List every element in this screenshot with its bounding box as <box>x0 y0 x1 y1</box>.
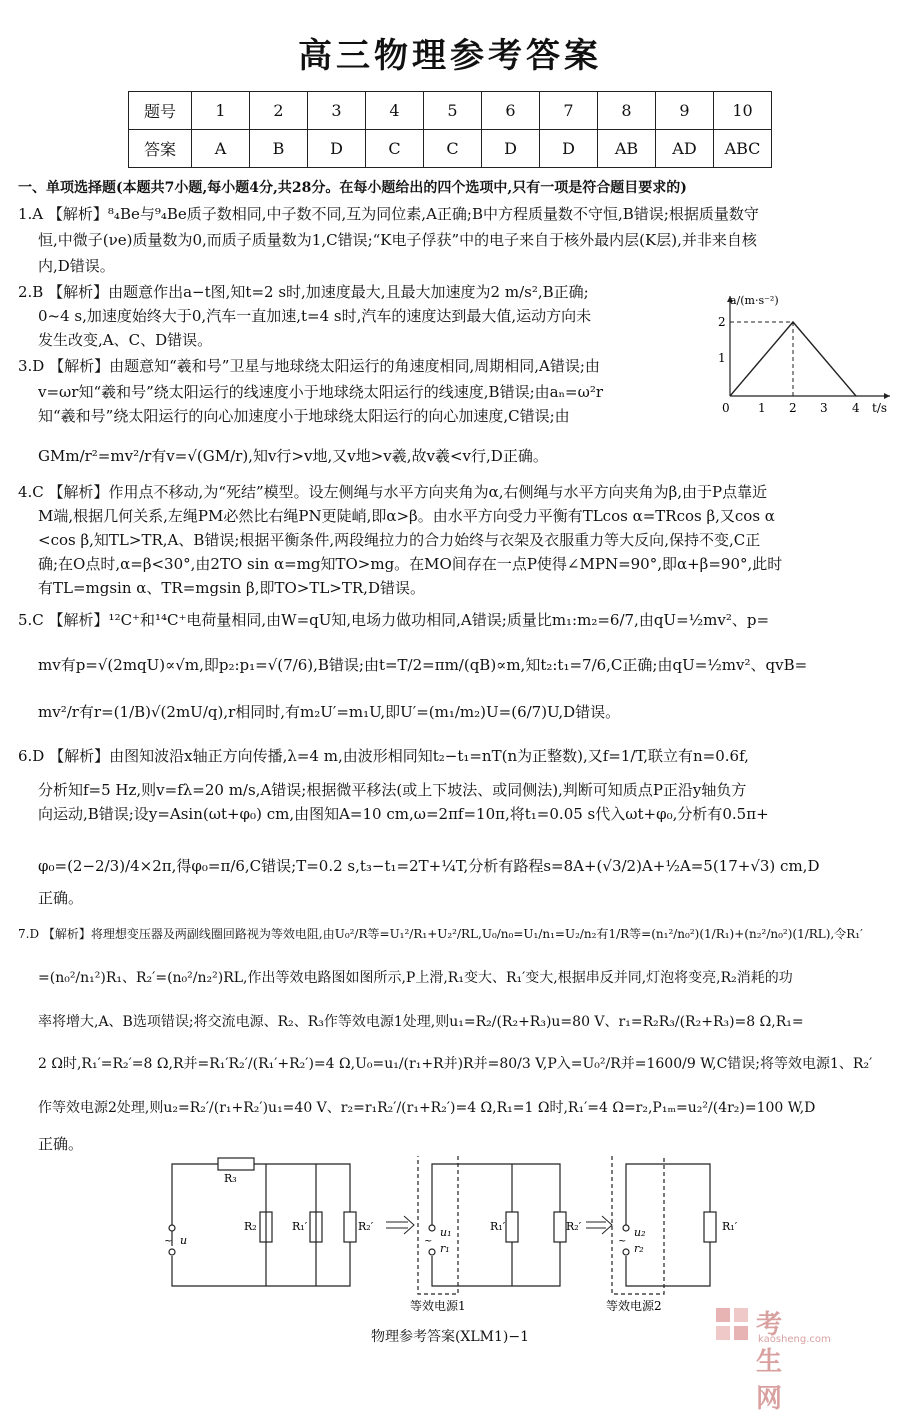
table-cell: AD <box>656 130 714 168</box>
answer-line: 恒,中微子(νe)质量数为0,而质子质量数为1,C错误;“K电子俘获”中的电子来自于核外最内层(K层),并非来自核 <box>38 231 757 249</box>
table-cell: C <box>424 130 482 168</box>
table-cell: D <box>540 130 598 168</box>
answer-line: 内,D错误。 <box>38 257 115 275</box>
table-cell: 9 <box>656 92 714 130</box>
answer-line: 作等效电源2处理,则u₂=R₂′/(r₁+R₂′)u₁=40 V、r₂=r₁R₂′/(r₁+R₂′)=4 Ω,R₁=1 Ω时,R₁′=4 Ω=r₂,P₁ₘ=u₂²/(4r₂)=100 W,D <box>38 1100 816 1116</box>
table-row <box>129 92 772 130</box>
answer-line: 知“羲和号”绕太阳运行的向心加速度小于地球绕太阳运行的向心加速度,C错误;由 <box>38 407 570 425</box>
ac-source-symbol: ~ <box>424 1236 433 1247</box>
answer-line: 3.D 【解析】由题意知“羲和号”卫星与地球绕太阳运行的角速度相同,周期相同,A错误;由 <box>18 357 600 375</box>
r2p-label: R₂′ <box>358 1220 374 1233</box>
r1-label: r₁ <box>440 1242 450 1255</box>
equivalent-circuit-2 <box>612 1156 716 1294</box>
r1p-label: R₁′ <box>490 1220 506 1233</box>
table-cell: 5 <box>424 92 482 130</box>
r1p-label: R₁′ <box>292 1220 308 1233</box>
answer-line: M端,根据几何关系,左绳PM必然比右绳PN更陡峭,即α>β。由水平方向受力平衡有TLcos α=TRcos β,又cos α <box>38 507 775 525</box>
table-cell: A <box>192 130 250 168</box>
graph-y-tick: 2 <box>718 315 726 329</box>
r2-small-label: r₂ <box>634 1242 644 1255</box>
table-cell: D <box>482 130 540 168</box>
ac-source-symbol: ~ <box>164 1236 173 1247</box>
answer-line: v=ωr知“羲和号”绕太阳运行的线速度小于地球绕太阳运行的线速度,B错误;由aₙ=ω²r <box>38 383 604 401</box>
answer-line: GMm/r²=mv²/r有v=√(GM/r),知v行>v地,又v地>v羲,故v羲<v行,D正确。 <box>38 447 548 465</box>
answer-line: mv²/r有r=(1/B)√(2mU/q),r相同时,有m₂U′=m₁U,即U′=(m₁/m₂)U=(6/7)U,D错误。 <box>38 703 621 721</box>
arrow-icon <box>586 1216 612 1234</box>
table-cell: ABC <box>714 130 772 168</box>
u1-label: u₁ <box>440 1226 452 1239</box>
answer-line: mv有p=√(2mqU)∝√m,即p₂:p₁=√(7/6),B错误;由t=T/2=πm/(qB)∝m,知t₂:t₁=7/6,C正确;由qU=½mv²、qvB= <box>38 656 808 674</box>
graph-x-tick: 1 <box>758 401 766 415</box>
answer-line: 分析知f=5 Hz,则v=fλ=20 m/s,A错误;根据微平移法(或上下坡法、或同侧法),判断可知质点P正沿y轴负方 <box>38 781 747 799</box>
answer-line: 正确。 <box>38 889 84 907</box>
table-header-cell: 答案 <box>129 130 192 168</box>
graph-y-tick: 1 <box>718 351 726 365</box>
answer-line: <cos β,知TL>TR,A、B错误;根据平衡条件,两段绳拉力的合力始终与衣架及衣服重力等大反向,保持不变,C正 <box>38 531 761 549</box>
answer-line: 正确。 <box>38 1135 84 1153</box>
u2-label: u₂ <box>634 1226 646 1239</box>
table-cell: 2 <box>250 92 308 130</box>
answer-line: 率将增大,A、B选项错误;将交流电源、R₂、R₃作等效电源1处理,则u₁=R₂/(R₂+R₃)u=80 V、r₁=R₂R₃/(R₂+R₃)=8 Ω,R₁= <box>38 1014 804 1030</box>
equivalent-circuit-diagram <box>160 1156 760 1316</box>
graph-x-label: t/s <box>872 401 888 415</box>
answer-line: 7.D 【解析】将理想变压器及两副线圈回路视为等效电阻,由U₀²/R等=U₁²/R₁+U₂²/RL,U₀/n₀=U₁/n₁=U₂/n₂有1/R等=(n₁²/n₀²)(1/R₁)+(n₂²/n₀²)(1/RL),令R₁′ <box>18 927 863 941</box>
answer-line: 4.C 【解析】作用点不移动,为“死结”模型。设左侧绳与水平方向夹角为α,右侧绳与水平方向夹角为β,由于P点靠近 <box>18 483 768 501</box>
r1p-label: R₁′ <box>722 1220 738 1233</box>
table-cell: 6 <box>482 92 540 130</box>
answer-line: 向运动,B错误;设y=Asin(ωt+φ₀) cm,由图知A=10 cm,ω=2πf=10π,将t₁=0.05 s代入ωt+φ₀,分析有0.5π+ <box>38 805 769 823</box>
graph-x-tick: 4 <box>852 401 860 415</box>
source-u-label: u <box>180 1234 188 1247</box>
table-cell: AB <box>598 130 656 168</box>
answer-line: 1.A 【解析】⁸₄Be与⁹₄Be质子数相同,中子数不同,互为同位素,A正确;B中方程质量数不守恒,B错误;根据质量数守 <box>18 205 759 223</box>
answer-table <box>128 91 772 168</box>
ac-source-symbol: ~ <box>618 1236 627 1247</box>
answer-line: 0~4 s,加速度始终大于0,汽车一直加速,t=4 s时,汽车的速度达到最大值,运动方向未 <box>38 307 592 325</box>
graph-x-tick: 0 <box>722 401 730 415</box>
answer-line: 发生改变,A、C、D错误。 <box>38 331 213 349</box>
page-footer: 物理参考答案(XLM1)−1 <box>370 1329 530 1345</box>
table-cell: B <box>250 130 308 168</box>
answer-line: 6.D 【解析】由图知波沿x轴正方向传播,λ=4 m,由波形相同知t₂−t₁=nT(n为正整数),又f=1/T,联立有n=0.6f, <box>18 747 749 765</box>
page-title: 高三物理参考答案 <box>298 36 602 76</box>
graph-y-label: a/(m·s⁻²) <box>730 294 779 307</box>
table-cell: 10 <box>714 92 772 130</box>
table-cell: D <box>308 130 366 168</box>
table-row <box>129 130 772 168</box>
table-cell: 7 <box>540 92 598 130</box>
answer-line: =(n₀²/n₁²)R₁、R₂′=(n₀²/n₂²)RL,作出等效电路图如图所示,P上滑,R₁变大、R₁′变大,根据串反并同,灯泡将变亮,R₂消耗的功 <box>38 970 793 986</box>
equivalent-source-1-label: 等效电源1 <box>410 1299 466 1313</box>
answer-line: φ₀=(2−2/3)/4×2π,得φ₀=π/6,C错误;T=0.2 s,t₃−t₁=2T+¼T,分析有路程s=8A+(√3/2)A+½A=5(17+√3) cm,D <box>38 857 820 875</box>
watermark-site: kaosheng.com <box>758 1334 831 1345</box>
table-header-cell: 题号 <box>129 92 192 130</box>
graph-x-tick: 2 <box>789 401 797 415</box>
acceleration-time-graph <box>700 286 900 426</box>
r2p-label: R₂′ <box>566 1220 582 1233</box>
table-cell: 1 <box>192 92 250 130</box>
table-cell: C <box>366 130 424 168</box>
answer-line: 有TL=mgsin α、TR=mgsin β,即TO>TL>TR,D错误。 <box>38 579 425 597</box>
arrow-icon <box>386 1216 414 1234</box>
watermark-brand: 考生网 <box>756 1310 785 1414</box>
table-cell: 4 <box>366 92 424 130</box>
original-circuit <box>169 1158 356 1286</box>
answer-line: 2.B 【解析】由题意作出a−t图,知t=2 s时,加速度最大,且最大加速度为2 m/s²,B正确; <box>18 283 589 301</box>
answer-line: 2 Ω时,R₁′=R₂′=8 Ω,R并=R₁′R₂′/(R₁′+R₂′)=4 Ω,U₀=u₁/(r₁+R并)R并=80/3 V,P入=U₀²/R并=1600/9 W,C错误;将等效电源1、R₂′ <box>38 1056 873 1072</box>
r2-label: R₂ <box>244 1220 257 1233</box>
table-cell: 8 <box>598 92 656 130</box>
equivalent-source-2-label: 等效电源2 <box>606 1299 662 1313</box>
table-cell: 3 <box>308 92 366 130</box>
answer-line: 确;在O点时,α=β<30°,由2TO sin α=mg知TO>mg。在MO间存在一点P使得∠MPN=90°,即α+β=90°,此时 <box>38 555 783 573</box>
r3-label: R₃ <box>224 1172 237 1185</box>
graph-x-tick: 3 <box>820 401 828 415</box>
section-heading: 一、单项选择题(本题共7小题,每小题4分,共28分。在每小题给出的四个选项中,只有一项是符合题目要求的) <box>18 180 687 196</box>
answer-line: 5.C 【解析】¹²C⁺和¹⁴C⁺电荷量相同,由W=qU知,电场力做功相同,A错误;质量比m₁:m₂=6/7,由qU=½mv²、p= <box>18 611 770 629</box>
